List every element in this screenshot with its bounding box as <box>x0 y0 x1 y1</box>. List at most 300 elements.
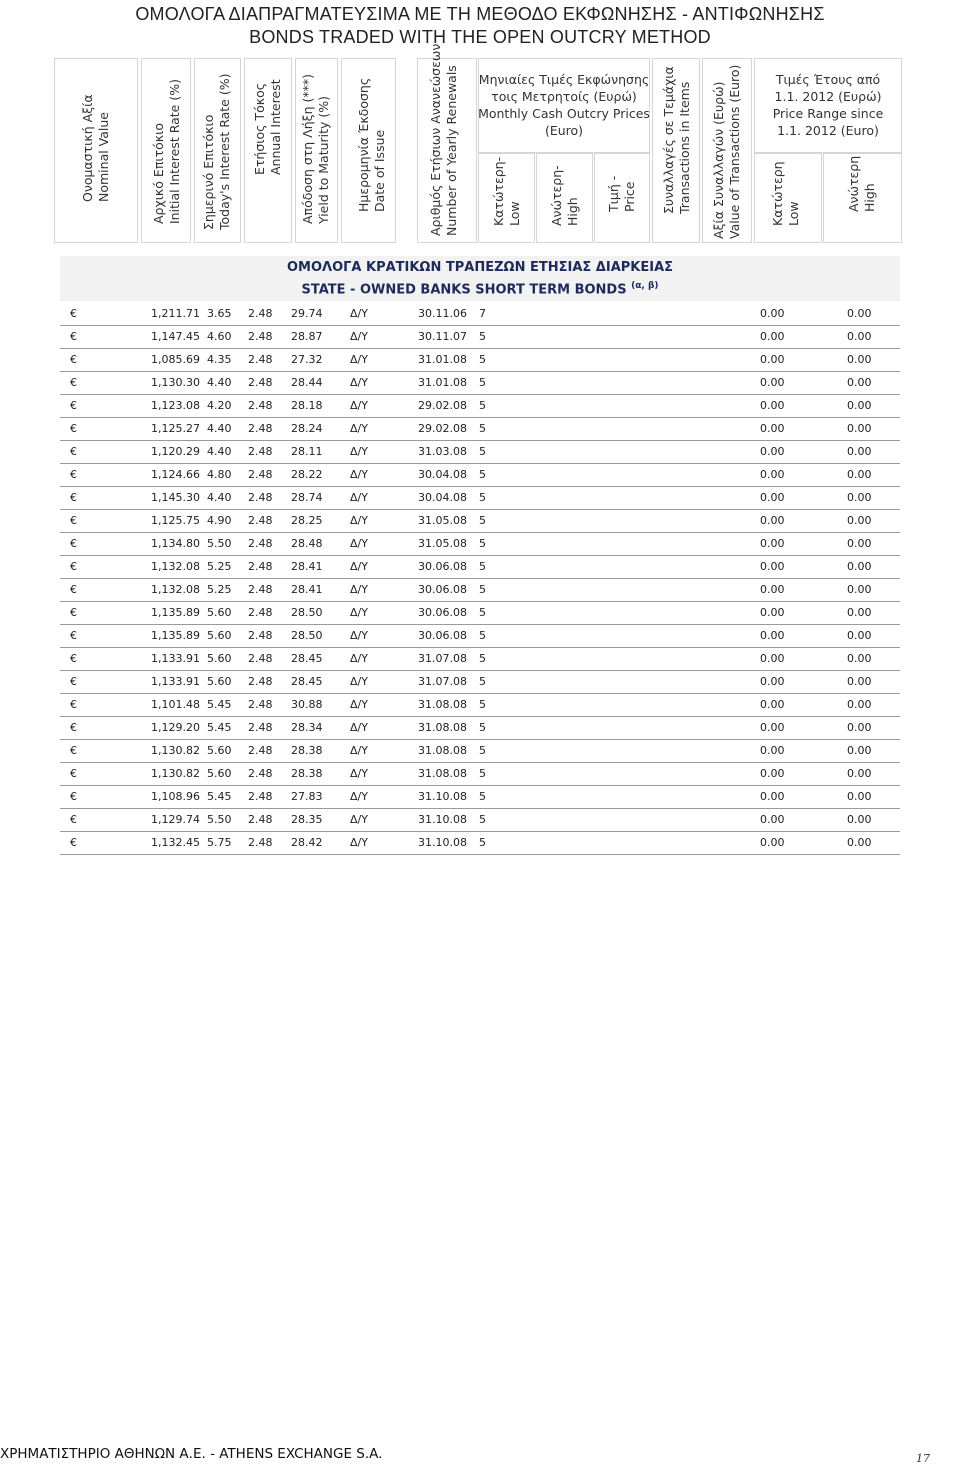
table-row <box>60 831 900 855</box>
cell-todays-rate: 2.48 <box>248 583 273 596</box>
currency-symbol: € <box>70 514 77 527</box>
cell-yield: Δ/Υ <box>350 606 368 619</box>
cell-annual-interest: 28.24 <box>291 422 323 435</box>
header-yield-label-line-1: Απόδοση στη Λήξη (***) <box>300 73 315 224</box>
cell-yield: Δ/Υ <box>350 491 368 504</box>
cell-renewals: 5 <box>479 767 486 780</box>
cell-annual-interest: 27.32 <box>291 353 323 366</box>
cell-year-low: 0.00 <box>760 422 785 435</box>
table-row <box>60 739 900 763</box>
cell-year-low: 0.00 <box>760 836 785 849</box>
cell-todays-rate: 2.48 <box>248 698 273 711</box>
cell-year-high: 0.00 <box>847 744 872 757</box>
cell-nominal-value: 1,108.96 <box>151 790 200 803</box>
cell-annual-interest: 29.74 <box>291 307 323 320</box>
currency-symbol: € <box>70 790 77 803</box>
cell-todays-rate: 2.48 <box>248 560 273 573</box>
cell-year-high: 0.00 <box>847 445 872 458</box>
cell-issue-date: 31.08.08 <box>418 767 467 780</box>
cell-year-low: 0.00 <box>760 813 785 826</box>
cell-issue-date: 31.05.08 <box>418 537 467 550</box>
table-row <box>60 509 900 533</box>
cell-year-low: 0.00 <box>760 468 785 481</box>
cell-year-low: 0.00 <box>760 491 785 504</box>
header-monthly-low-label-line-1: Κατώτερη- <box>491 156 506 226</box>
currency-symbol: € <box>70 307 77 320</box>
cell-issue-date: 30.04.08 <box>418 468 467 481</box>
cell-year-low: 0.00 <box>760 606 785 619</box>
cell-todays-rate: 2.48 <box>248 468 273 481</box>
cell-issue-date: 29.02.08 <box>418 399 467 412</box>
cell-year-low: 0.00 <box>760 537 785 550</box>
currency-symbol: € <box>70 330 77 343</box>
header-monthly-price-label-line-2: Price <box>622 181 637 212</box>
cell-nominal-value: 1,125.75 <box>151 514 200 527</box>
header-monthly-high-label-line-2: High <box>565 197 580 226</box>
currency-symbol: € <box>70 445 77 458</box>
currency-symbol: € <box>70 560 77 573</box>
table-row <box>60 624 900 648</box>
cell-renewals: 7 <box>479 307 486 320</box>
currency-symbol: € <box>70 836 77 849</box>
cell-issue-date: 31.10.08 <box>418 790 467 803</box>
cell-nominal-value: 1,101.48 <box>151 698 200 711</box>
cell-renewals: 5 <box>479 353 486 366</box>
cell-nominal-value: 1,135.89 <box>151 606 200 619</box>
cell-yield: Δ/Υ <box>350 353 368 366</box>
currency-symbol: € <box>70 468 77 481</box>
cell-year-high: 0.00 <box>847 422 872 435</box>
header-transactions-label-line-1: Συναλλαγές σε Τεμάχια <box>661 66 676 214</box>
table-row <box>60 762 900 786</box>
table-row <box>60 601 900 625</box>
cell-year-low: 0.00 <box>760 767 785 780</box>
table-row <box>60 463 900 487</box>
cell-year-low: 0.00 <box>760 445 785 458</box>
cell-initial-rate: 4.40 <box>207 422 232 435</box>
header-todays-rate-label-line-1: Σημερινό Επιτόκιο <box>201 114 216 230</box>
cell-year-high: 0.00 <box>847 606 872 619</box>
header-year-low-label-line-2: Low <box>786 201 801 226</box>
cell-initial-rate: 5.45 <box>207 698 232 711</box>
cell-annual-interest: 28.25 <box>291 514 323 527</box>
cell-year-low: 0.00 <box>760 560 785 573</box>
cell-yield: Δ/Υ <box>350 445 368 458</box>
cell-renewals: 5 <box>479 583 486 596</box>
cell-todays-rate: 2.48 <box>248 836 273 849</box>
cell-issue-date: 31.01.08 <box>418 353 467 366</box>
cell-year-high: 0.00 <box>847 675 872 688</box>
currency-symbol: € <box>70 353 77 366</box>
cell-annual-interest: 28.45 <box>291 652 323 665</box>
cell-annual-interest: 28.38 <box>291 767 323 780</box>
header-transactions-label-line-2: Transactions in Items <box>677 81 692 214</box>
cell-todays-rate: 2.48 <box>248 675 273 688</box>
table-row <box>60 440 900 464</box>
cell-nominal-value: 1,120.29 <box>151 445 200 458</box>
header-monthly-low-label-line-2: Low <box>507 201 522 226</box>
header-year-high-label-line-2: High <box>862 183 877 212</box>
cell-nominal-value: 1,133.91 <box>151 652 200 665</box>
cell-issue-date: 31.07.08 <box>418 675 467 688</box>
header-issue-date-label-line-2: Date of Issue <box>372 129 387 212</box>
cell-renewals: 5 <box>479 422 486 435</box>
cell-initial-rate: 5.25 <box>207 583 232 596</box>
cell-annual-interest: 27.83 <box>291 790 323 803</box>
header-yield-label-line-2: Yield to Maturity (%) <box>316 95 331 224</box>
cell-year-high: 0.00 <box>847 767 872 780</box>
section-title-greek: ΟΜΟΛΟΓΑ ΚΡΑΤΙΚΩΝ ΤΡΑΠΕΖΩΝ ΕΤΗΣΙΑΣ ΔΙΑΡΚΕΙΑΣ <box>286 260 674 275</box>
header-renewals-label-line-2: Number of Yearly Renewals <box>444 65 459 236</box>
currency-symbol: € <box>70 652 77 665</box>
cell-year-low: 0.00 <box>760 652 785 665</box>
cell-nominal-value: 1,130.82 <box>151 767 200 780</box>
cell-initial-rate: 5.75 <box>207 836 232 849</box>
cell-renewals: 5 <box>479 606 486 619</box>
cell-annual-interest: 28.48 <box>291 537 323 550</box>
cell-year-high: 0.00 <box>847 514 872 527</box>
cell-nominal-value: 1,145.30 <box>151 491 200 504</box>
cell-nominal-value: 1,130.30 <box>151 376 200 389</box>
cell-annual-interest: 30.88 <box>291 698 323 711</box>
cell-renewals: 5 <box>479 813 486 826</box>
currency-symbol: € <box>70 491 77 504</box>
cell-nominal-value: 1,123.08 <box>151 399 200 412</box>
cell-issue-date: 31.08.08 <box>418 744 467 757</box>
cell-todays-rate: 2.48 <box>248 629 273 642</box>
cell-annual-interest: 28.50 <box>291 606 323 619</box>
cell-year-low: 0.00 <box>760 376 785 389</box>
cell-annual-interest: 28.34 <box>291 721 323 734</box>
cell-yield: Δ/Υ <box>350 514 368 527</box>
header-renewals-label-line-1: Αριθμός Ετήσιων Ανανεώσεων <box>428 43 443 236</box>
cell-nominal-value: 1,147.45 <box>151 330 200 343</box>
cell-year-high: 0.00 <box>847 399 872 412</box>
table-row <box>60 808 900 832</box>
currency-symbol: € <box>70 399 77 412</box>
cell-todays-rate: 2.48 <box>248 652 273 665</box>
cell-yield: Δ/Υ <box>350 744 368 757</box>
header-initial-rate-label-line-2: Initial Interest Rate (%) <box>167 79 182 224</box>
header-year-low-label-line-1: Κατώτερη <box>770 161 785 226</box>
cell-todays-rate: 2.48 <box>248 445 273 458</box>
cell-initial-rate: 4.40 <box>207 491 232 504</box>
cell-annual-interest: 28.41 <box>291 560 323 573</box>
table-row <box>60 302 900 326</box>
cell-todays-rate: 2.48 <box>248 514 273 527</box>
currency-symbol: € <box>70 537 77 550</box>
cell-todays-rate: 2.48 <box>248 537 273 550</box>
cell-issue-date: 31.10.08 <box>418 813 467 826</box>
header-year-low <box>754 153 822 243</box>
table-row <box>60 693 900 717</box>
cell-issue-date: 30.06.08 <box>418 560 467 573</box>
cell-yield: Δ/Υ <box>350 790 368 803</box>
cell-year-high: 0.00 <box>847 353 872 366</box>
cell-issue-date: 29.02.08 <box>418 422 467 435</box>
cell-yield: Δ/Υ <box>350 675 368 688</box>
cell-renewals: 5 <box>479 675 486 688</box>
cell-todays-rate: 2.48 <box>248 790 273 803</box>
cell-year-high: 0.00 <box>847 652 872 665</box>
cell-todays-rate: 2.48 <box>248 307 273 320</box>
table-row <box>60 371 900 395</box>
cell-yield: Δ/Υ <box>350 399 368 412</box>
table-row <box>60 555 900 579</box>
cell-renewals: 5 <box>479 330 486 343</box>
header-value-label-line-2: Value of Transactions (Euro) <box>727 64 742 239</box>
cell-renewals: 5 <box>479 445 486 458</box>
cell-renewals: 5 <box>479 560 486 573</box>
cell-initial-rate: 5.60 <box>207 744 232 757</box>
currency-symbol: € <box>70 675 77 688</box>
cell-year-low: 0.00 <box>760 307 785 320</box>
cell-yield: Δ/Υ <box>350 468 368 481</box>
header-year-group-label-line-3: Price Range since <box>772 106 884 121</box>
cell-nominal-value: 1,135.89 <box>151 629 200 642</box>
cell-initial-rate: 5.60 <box>207 652 232 665</box>
cell-renewals: 5 <box>479 514 486 527</box>
cell-year-high: 0.00 <box>847 491 872 504</box>
cell-renewals: 5 <box>479 629 486 642</box>
cell-annual-interest: 28.22 <box>291 468 323 481</box>
cell-issue-date: 31.01.08 <box>418 376 467 389</box>
cell-initial-rate: 5.25 <box>207 560 232 573</box>
cell-year-low: 0.00 <box>760 629 785 642</box>
cell-year-low: 0.00 <box>760 583 785 596</box>
cell-year-high: 0.00 <box>847 376 872 389</box>
cell-initial-rate: 3.65 <box>207 307 232 320</box>
cell-annual-interest: 28.45 <box>291 675 323 688</box>
cell-renewals: 5 <box>479 468 486 481</box>
cell-issue-date: 31.03.08 <box>418 445 467 458</box>
cell-initial-rate: 5.60 <box>207 606 232 619</box>
cell-year-low: 0.00 <box>760 698 785 711</box>
table-row <box>60 394 900 418</box>
header-year-high-label-line-1: Ανώτερη <box>846 155 861 212</box>
cell-issue-date: 30.06.08 <box>418 629 467 642</box>
cell-issue-date: 31.10.08 <box>418 836 467 849</box>
header-monthly-price-label-line-1: Τιμή - <box>606 175 621 212</box>
cell-initial-rate: 5.60 <box>207 767 232 780</box>
cell-initial-rate: 4.40 <box>207 376 232 389</box>
header-monthly-group-label-line-1: Μηνιαίες Τιμές Εκφώνησης <box>478 72 650 87</box>
cell-initial-rate: 4.60 <box>207 330 232 343</box>
table-row <box>60 785 900 809</box>
cell-renewals: 5 <box>479 790 486 803</box>
cell-nominal-value: 1,129.74 <box>151 813 200 826</box>
cell-issue-date: 30.11.07 <box>418 330 467 343</box>
cell-annual-interest: 28.42 <box>291 836 323 849</box>
cell-year-low: 0.00 <box>760 399 785 412</box>
cell-todays-rate: 2.48 <box>248 422 273 435</box>
cell-year-high: 0.00 <box>847 698 872 711</box>
cell-initial-rate: 5.60 <box>207 629 232 642</box>
cell-yield: Δ/Υ <box>350 330 368 343</box>
cell-renewals: 5 <box>479 376 486 389</box>
cell-renewals: 5 <box>479 491 486 504</box>
cell-annual-interest: 28.50 <box>291 629 323 642</box>
header-annual-interest-label-line-2: Annual Interest <box>268 79 283 175</box>
cell-year-high: 0.00 <box>847 813 872 826</box>
cell-issue-date: 30.06.08 <box>418 606 467 619</box>
header-year-group-label-line-4: 1.1. 2012 (Euro) <box>777 123 879 138</box>
cell-annual-interest: 28.38 <box>291 744 323 757</box>
header-monthly-group-label-line-2: τοις Μετρητοίς (Ευρώ) <box>491 89 637 104</box>
cell-nominal-value: 1,124.66 <box>151 468 200 481</box>
cell-todays-rate: 2.48 <box>248 606 273 619</box>
cell-year-high: 0.00 <box>847 468 872 481</box>
currency-symbol: € <box>70 376 77 389</box>
footer-exchange-name: ΧΡΗΜΑΤΙΣΤΗΡΙΟ ΑΘΗΝΩΝ Α.Ε. - ATHENS EXCHANGE S.A. <box>0 1446 383 1462</box>
currency-symbol: € <box>70 583 77 596</box>
cell-nominal-value: 1,130.82 <box>151 744 200 757</box>
cell-todays-rate: 2.48 <box>248 399 273 412</box>
header-monthly-group-label-line-3: Monthly Cash Outcry Prices <box>478 106 650 121</box>
cell-todays-rate: 2.48 <box>248 813 273 826</box>
cell-nominal-value: 1,129.20 <box>151 721 200 734</box>
cell-year-high: 0.00 <box>847 583 872 596</box>
cell-year-low: 0.00 <box>760 744 785 757</box>
table-row <box>60 325 900 349</box>
cell-renewals: 5 <box>479 744 486 757</box>
cell-todays-rate: 2.48 <box>248 376 273 389</box>
header-nominal-value-label-line-2: Nominal Value <box>96 111 111 202</box>
table-row <box>60 417 900 441</box>
currency-symbol: € <box>70 813 77 826</box>
cell-annual-interest: 28.87 <box>291 330 323 343</box>
cell-year-low: 0.00 <box>760 790 785 803</box>
cell-yield: Δ/Υ <box>350 376 368 389</box>
cell-year-low: 0.00 <box>760 514 785 527</box>
cell-nominal-value: 1,132.45 <box>151 836 200 849</box>
cell-year-high: 0.00 <box>847 629 872 642</box>
cell-issue-date: 31.07.08 <box>418 652 467 665</box>
cell-initial-rate: 5.45 <box>207 790 232 803</box>
cell-renewals: 5 <box>479 836 486 849</box>
header-value-label-line-1: Αξία Συναλλαγών (Ευρώ) <box>711 81 726 239</box>
header-monthly-high-label-line-1: Ανώτερη- <box>549 165 564 226</box>
cell-yield: Δ/Υ <box>350 583 368 596</box>
header-year-group-label-line-1: Τιμές Έτους από <box>775 72 881 87</box>
cell-annual-interest: 28.44 <box>291 376 323 389</box>
table-row <box>60 716 900 740</box>
currency-symbol: € <box>70 698 77 711</box>
cell-initial-rate: 4.90 <box>207 514 232 527</box>
cell-year-low: 0.00 <box>760 675 785 688</box>
header-year-group-label-line-2: 1.1. 2012 (Ευρώ) <box>774 89 882 104</box>
cell-todays-rate: 2.48 <box>248 491 273 504</box>
header-nominal-value-label-line-1: Ονομαστική Αξία <box>80 94 95 202</box>
cell-todays-rate: 2.48 <box>248 353 273 366</box>
cell-nominal-value: 1,211.71 <box>151 307 200 320</box>
cell-issue-date: 30.06.08 <box>418 583 467 596</box>
header-initial-rate-label-line-1: Αρχικό Επιτόκιο <box>151 123 166 224</box>
cell-annual-interest: 28.74 <box>291 491 323 504</box>
cell-yield: Δ/Υ <box>350 307 368 320</box>
cell-year-high: 0.00 <box>847 537 872 550</box>
cell-yield: Δ/Υ <box>350 698 368 711</box>
cell-initial-rate: 4.35 <box>207 353 232 366</box>
header-monthly-group-label-line-4: (Euro) <box>544 123 584 138</box>
cell-nominal-value: 1,125.27 <box>151 422 200 435</box>
currency-symbol: € <box>70 422 77 435</box>
cell-year-high: 0.00 <box>847 790 872 803</box>
currency-symbol: € <box>70 606 77 619</box>
cell-yield: Δ/Υ <box>350 721 368 734</box>
cell-year-high: 0.00 <box>847 330 872 343</box>
cell-renewals: 5 <box>479 698 486 711</box>
currency-symbol: € <box>70 721 77 734</box>
cell-annual-interest: 28.18 <box>291 399 323 412</box>
cell-year-high: 0.00 <box>847 560 872 573</box>
cell-year-low: 0.00 <box>760 721 785 734</box>
currency-symbol: € <box>70 767 77 780</box>
cell-annual-interest: 28.11 <box>291 445 323 458</box>
cell-initial-rate: 4.40 <box>207 445 232 458</box>
cell-yield: Δ/Υ <box>350 629 368 642</box>
cell-renewals: 5 <box>479 652 486 665</box>
cell-initial-rate: 4.80 <box>207 468 232 481</box>
cell-year-high: 0.00 <box>847 721 872 734</box>
cell-yield: Δ/Υ <box>350 652 368 665</box>
cell-yield: Δ/Υ <box>350 537 368 550</box>
cell-year-high: 0.00 <box>847 836 872 849</box>
cell-nominal-value: 1,085.69 <box>151 353 200 366</box>
table-row <box>60 532 900 556</box>
cell-yield: Δ/Υ <box>350 836 368 849</box>
cell-nominal-value: 1,132.08 <box>151 583 200 596</box>
cell-renewals: 5 <box>479 721 486 734</box>
currency-symbol: € <box>70 629 77 642</box>
cell-initial-rate: 5.50 <box>207 813 232 826</box>
cell-renewals: 5 <box>479 399 486 412</box>
cell-issue-date: 30.11.06 <box>418 307 467 320</box>
currency-symbol: € <box>70 744 77 757</box>
cell-issue-date: 30.04.08 <box>418 491 467 504</box>
table-row <box>60 348 900 372</box>
header-annual-interest-label-line-1: Ετήσιος Τόκος <box>252 82 267 175</box>
cell-yield: Δ/Υ <box>350 767 368 780</box>
cell-issue-date: 31.08.08 <box>418 721 467 734</box>
cell-initial-rate: 4.20 <box>207 399 232 412</box>
cell-year-high: 0.00 <box>847 307 872 320</box>
section-title-english: STATE - OWNED BANKS SHORT TERM BONDS $^{(\alpha, \beta)}$ <box>301 281 659 298</box>
table-row <box>60 578 900 602</box>
cell-initial-rate: 5.50 <box>207 537 232 550</box>
cell-issue-date: 31.08.08 <box>418 698 467 711</box>
cell-year-low: 0.00 <box>760 353 785 366</box>
cell-todays-rate: 2.48 <box>248 744 273 757</box>
cell-nominal-value: 1,134.80 <box>151 537 200 550</box>
cell-todays-rate: 2.48 <box>248 330 273 343</box>
page-title-greek: ΟΜΟΛΟΓΑ ΔΙΑΠΡΑΓΜΑΤΕΥΣΙΜΑ ΜΕ ΤΗ ΜΕΘΟΔΟ ΕΚΦΩΝΗΣΗΣ - ΑΝΤΙΦΩΝΗΣΗΣ <box>135 4 825 24</box>
cell-initial-rate: 5.45 <box>207 721 232 734</box>
cell-todays-rate: 2.48 <box>248 767 273 780</box>
cell-renewals: 5 <box>479 537 486 550</box>
table-row <box>60 647 900 671</box>
table-row <box>60 486 900 510</box>
cell-nominal-value: 1,133.91 <box>151 675 200 688</box>
page-title-english: BONDS TRADED WITH THE OPEN OUTCRY METHOD <box>249 27 711 47</box>
cell-nominal-value: 1,132.08 <box>151 560 200 573</box>
table-row <box>60 670 900 694</box>
cell-yield: Δ/Υ <box>350 560 368 573</box>
cell-todays-rate: 2.48 <box>248 721 273 734</box>
cell-annual-interest: 28.35 <box>291 813 323 826</box>
cell-annual-interest: 28.41 <box>291 583 323 596</box>
cell-initial-rate: 5.60 <box>207 675 232 688</box>
